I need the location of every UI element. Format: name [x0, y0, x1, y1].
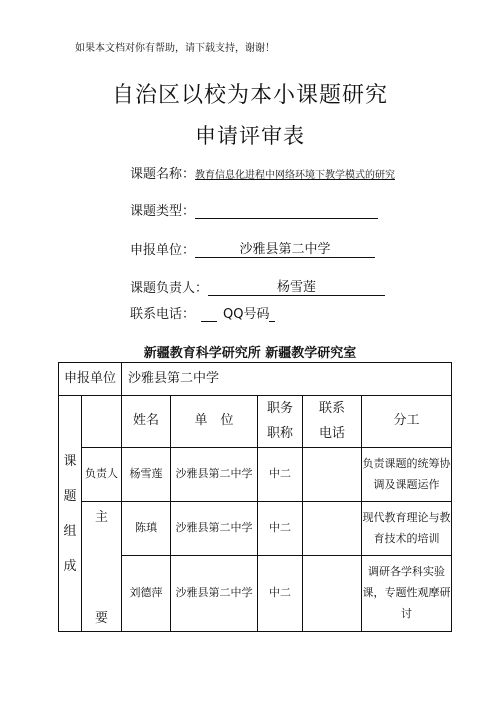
- unit-label-cell: 申报单位: [59, 363, 122, 396]
- topic-name-value: 教育信息化进程中网络环境下教学模式的研究: [195, 170, 396, 181]
- applicant-unit-value: 沙雅县第二中学: [195, 238, 375, 258]
- member-unit: 沙雅县第二中学: [171, 556, 258, 632]
- unit-row: [59, 363, 452, 396]
- main-role-cell: 主 要: [82, 502, 122, 632]
- group-table: [58, 362, 452, 632]
- topic-type-value: [195, 204, 378, 219]
- member-name: 陈瑱: [122, 502, 171, 556]
- member-duty: 现代教育理论与教 育技术的培训: [362, 502, 452, 556]
- member-contact: [303, 502, 362, 556]
- member-contact: [303, 556, 362, 632]
- leader-field: [130, 276, 385, 296]
- topic-name-field: [130, 163, 395, 182]
- division-header: 分工: [362, 396, 452, 448]
- member-duty: 调研各学科实验 课，专题性观摩研 讨: [362, 556, 452, 632]
- leader-label: 课题负责人：: [130, 281, 209, 296]
- member-duty: 负责课题的统筹协 调及课题运作: [362, 448, 452, 502]
- header-row: [59, 396, 452, 448]
- title-header: 职务 职称: [258, 396, 303, 448]
- name-header: 姓名: [122, 396, 171, 448]
- table-row: [59, 502, 452, 556]
- topic-type-field: [130, 200, 378, 219]
- contact-label: 联系电话：: [130, 307, 196, 322]
- applicant-unit-label: 申报单位：: [130, 243, 196, 258]
- header-notice: 如果本文档对你有帮助，请下载支持，谢谢！: [75, 43, 275, 54]
- table-row: [59, 448, 452, 502]
- member-contact: [303, 448, 362, 502]
- unit-value-cell: 沙雅县第二中学: [122, 363, 452, 396]
- page-title: 自治区以校为本小课题研究: [111, 83, 388, 108]
- page-subtitle: 申请评审表: [195, 124, 305, 148]
- leader-value: 杨雪莲: [208, 276, 385, 296]
- role-header-cell: [82, 396, 122, 448]
- contact-header: 联系 电话: [303, 396, 362, 448]
- member-unit: 沙雅县第二中学: [171, 448, 258, 502]
- member-title: 中二: [258, 556, 303, 632]
- member-name: 杨雪莲: [122, 448, 171, 502]
- member-unit: 沙雅县第二中学: [171, 502, 258, 556]
- member-name: 刘德萍: [122, 556, 171, 632]
- leader-role-cell: 负责人: [82, 448, 122, 502]
- member-title: 中二: [258, 502, 303, 556]
- contact-value: QQ号码: [223, 307, 270, 322]
- member-title: 中二: [258, 448, 303, 502]
- applicant-unit-field: [130, 238, 375, 258]
- topic-name-label: 课题名称：: [130, 167, 196, 182]
- topic-type-label: 课题类型：: [130, 204, 196, 219]
- group-members-vertical-label: 课 题 组 成: [59, 396, 82, 632]
- department-line: 新疆教育科学研究所 新疆教学研究室: [143, 346, 357, 361]
- unit-header: 单 位: [171, 396, 258, 448]
- contact-field: [130, 303, 275, 322]
